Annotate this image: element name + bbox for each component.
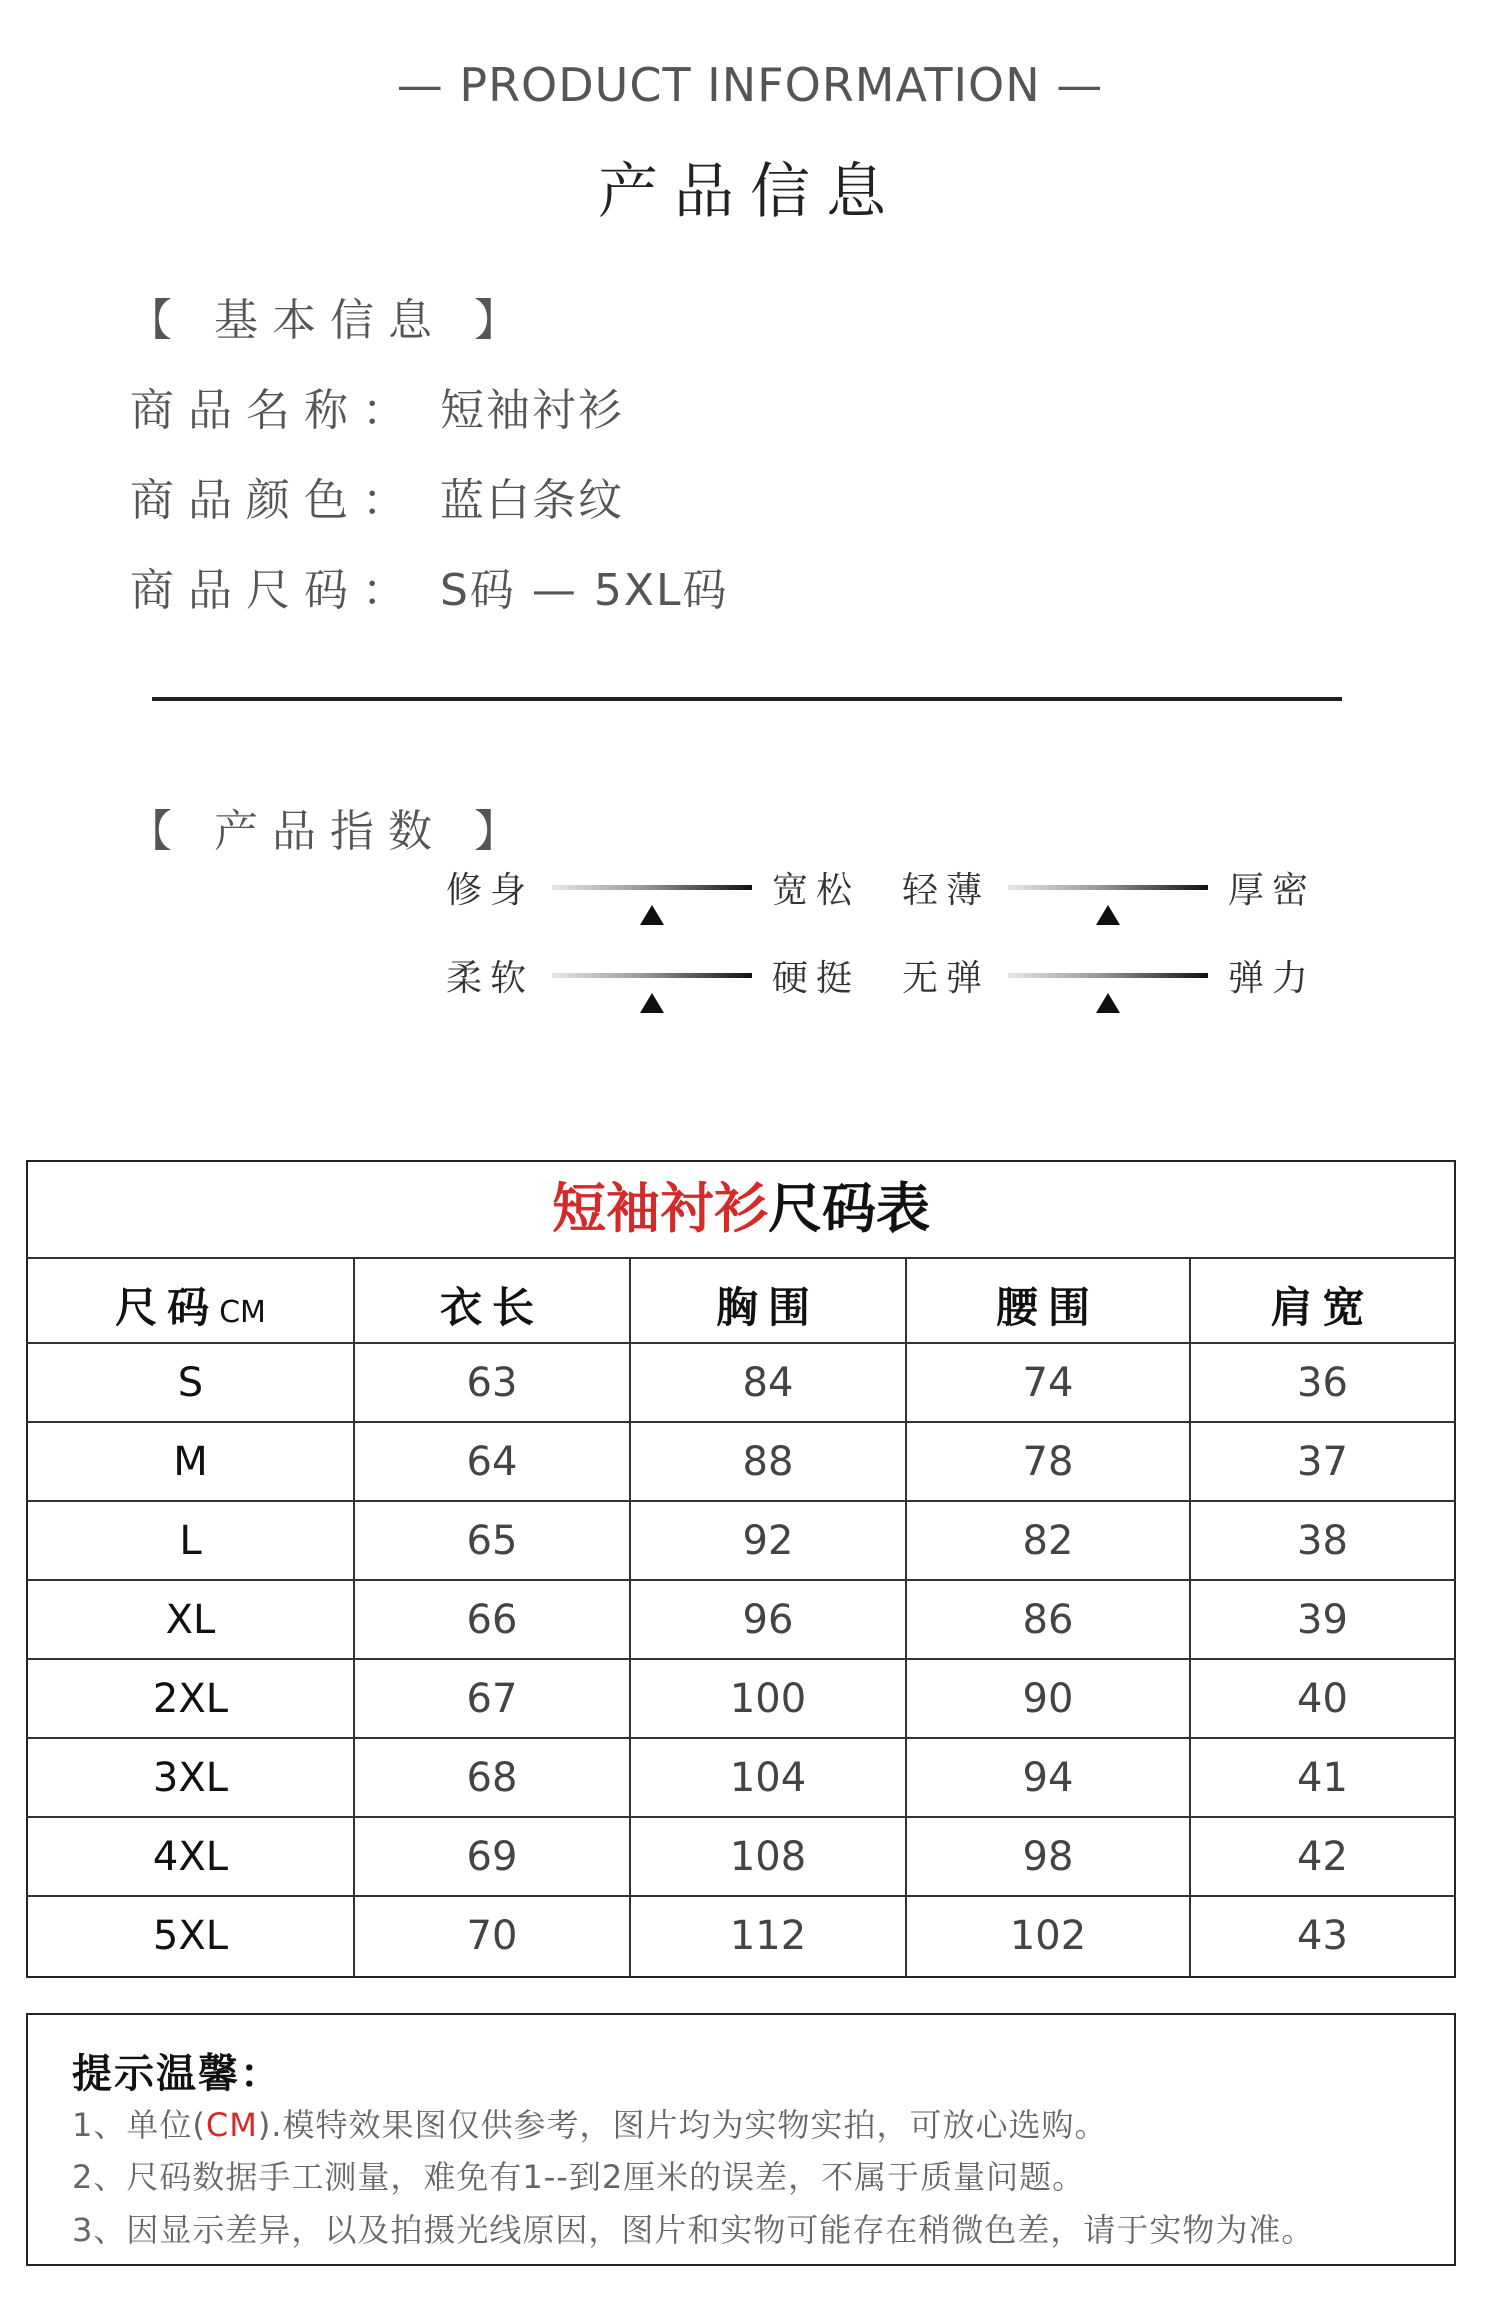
cell-chest: 92 [742,1518,794,1564]
table-grid-line [26,1895,1456,1897]
cell-size: S [177,1360,204,1406]
cell-length: 69 [466,1834,518,1880]
cell-shoulder: 38 [1297,1518,1348,1564]
table-grid-line [26,1816,1456,1818]
scale-bar [552,973,752,978]
product-index-heading: 【 产品指数 】 [128,806,532,857]
table-grid-line [26,1500,1456,1502]
cell-shoulder: 36 [1297,1360,1348,1406]
cell-size: 2XL [152,1676,229,1722]
basic-info-heading: 【 基本信息 】 [128,295,532,346]
cell-shoulder: 37 [1297,1439,1348,1485]
header-size-label: 尺码 [115,1283,220,1332]
header-length: 衣长 [439,1283,544,1332]
cell-length: 66 [466,1597,518,1643]
scale-right-label: 厚密 [1228,870,1317,911]
table-title-product: 短袖衬衫 [552,1177,768,1240]
section-divider [152,697,1342,701]
cell-length: 67 [466,1676,518,1722]
scale-right-label: 硬挺 [772,958,861,999]
tip-3: 3、因显示差异，以及拍摄光线原因，图片和实物可能存在稍微色差，请于实物为准。 [72,2211,1315,2249]
header-size [28,1275,353,1335]
cell-waist: 94 [1022,1755,1074,1801]
cell-length: 63 [466,1360,518,1406]
scale-left-label: 轻薄 [902,870,991,911]
english-title: — PRODUCT INFORMATION — [396,58,1104,112]
info-value: 蓝白条纹 [440,475,624,526]
size-table-title [26,1160,1456,1258]
tip-1 [72,2100,1107,2146]
scale-left-label: 修身 [446,870,535,911]
header-waist: 腰围 [995,1283,1100,1332]
tip-2: 2、尺码数据手工测量，难免有1--到2厘米的误差，不属于质量问题。 [72,2158,1086,2196]
table-grid-line [26,1658,1456,1660]
cell-size: 3XL [152,1755,229,1801]
cell-waist: 98 [1022,1834,1074,1880]
info-label: 商品颜色： [130,475,420,526]
cell-size: M [173,1439,208,1485]
cell-chest: 96 [742,1597,794,1643]
cell-shoulder: 42 [1297,1834,1348,1880]
scale-marker-icon [640,993,664,1013]
cell-shoulder: 43 [1297,1913,1348,1959]
cell-size: 5XL [152,1913,229,1959]
cell-size: 4XL [152,1834,229,1880]
table-grid-line [26,1421,1456,1423]
info-value: S码 — 5XL码 [440,565,729,616]
cell-shoulder: 41 [1297,1755,1348,1801]
scale-right-label: 宽松 [772,870,861,911]
scale-bar [1008,973,1208,978]
scale-left-label: 柔软 [446,958,535,999]
table-title-suffix: 尺码表 [768,1177,930,1240]
tip-unit: CM [205,2106,258,2144]
table-grid-line [26,1342,1456,1344]
cell-shoulder: 39 [1297,1597,1348,1643]
tips-title: 提示温馨： [72,2051,282,2097]
scale-bar [1008,885,1208,890]
cell-size: L [179,1518,202,1564]
cell-chest: 108 [729,1834,807,1880]
cell-length: 68 [466,1755,518,1801]
table-grid-line [26,1737,1456,1739]
cell-waist: 78 [1022,1439,1074,1485]
scale-marker-icon [1096,993,1120,1013]
info-label: 商品名称： [130,385,420,436]
tip-text: ).模特效果图仅供参考，图片均为实物实拍，可放心选购。 [257,2106,1108,2144]
header-chest: 胸围 [715,1283,820,1332]
cell-chest: 88 [742,1439,794,1485]
cell-chest: 112 [729,1913,807,1959]
tip-text: 1、单位( [72,2106,206,2144]
scale-left-label: 无弹 [902,958,991,999]
cell-waist: 102 [1009,1913,1087,1959]
info-value: 短袖衬衫 [440,385,624,436]
scale-bar [552,885,752,890]
table-grid-line [26,1579,1456,1581]
cell-length: 70 [466,1913,518,1959]
cell-waist: 82 [1022,1518,1074,1564]
info-label: 商品尺码： [130,565,420,616]
cell-size: XL [165,1597,216,1643]
cell-shoulder: 40 [1297,1676,1348,1722]
header-unit: CM [219,1295,266,1330]
cell-length: 64 [466,1439,518,1485]
cell-chest: 84 [742,1360,794,1406]
cell-waist: 86 [1022,1597,1074,1643]
scale-right-label: 弹力 [1228,958,1317,999]
cell-chest: 100 [729,1676,807,1722]
scale-marker-icon [640,905,664,925]
chinese-title: 产品信息 [598,157,902,227]
header-shoulder: 肩宽 [1270,1283,1375,1332]
cell-length: 65 [466,1518,518,1564]
scale-marker-icon [1096,905,1120,925]
table-grid-line [26,1257,1456,1259]
cell-chest: 104 [729,1755,807,1801]
cell-waist: 90 [1022,1676,1074,1722]
cell-waist: 74 [1022,1360,1074,1406]
